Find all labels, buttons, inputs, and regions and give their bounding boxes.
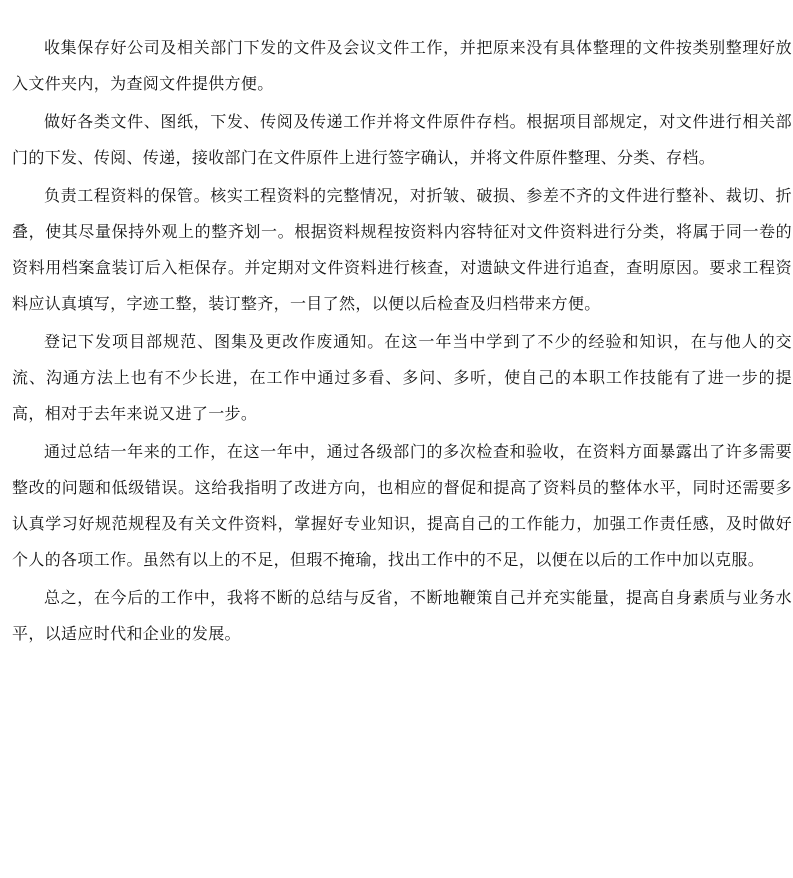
paragraph-archive-custody: 负责工程资料的保管。核实工程资料的完整情况，对折皱、破损、参差不齐的文件进行整补、裁切、折叠，使其尽量保持外观上的整齐划一。根据资料规程按资料内容特征对文件资料进行分类，将属于同一卷的资料用档案盒装订后入柜保存。并定期对文件资料进行核查，对遗缺文件进行追查，查明原因。要求工程资料应认真填写，字迹工整，装订整齐，一目了然，以便以后检查及归档带来方便。 (12, 186, 792, 313)
paragraph-registration-and-learning: 登记下发项目部规范、图集及更改作废通知。在这一年当中学到了不少的经验和知识，在与他人的交流、沟通方法上也有不少长进，在工作中通过多看、多问、多听，使自己的本职工作技能有了进一步的提高，相对于去年来说又进了一步。 (12, 332, 792, 423)
paragraph-file-collection: 收集保存好公司及相关部门下发的文件及会议文件工作，并把原来没有具体整理的文件按类别整理好放入文件夹内，为查阅文件提供方便。 (12, 38, 792, 93)
paragraph-file-distribution: 做好各类文件、图纸，下发、传阅及传递工作并将文件原件存档。根据项目部规定，对文件进行相关部门的下发、传阅、传递，接收部门在文件原件上进行签字确认，并将文件原件整理、分类、存档。 (12, 112, 792, 167)
document-body (12, 30, 792, 652)
paragraph-year-review: 通过总结一年来的工作，在这一年中，通过各级部门的多次检查和验收，在资料方面暴露出了许多需要整改的问题和低级错误。这给我指明了改进方向，也相应的督促和提高了资料员的整体水平，同时还需要多认真学习好规范规程及有关文件资料，掌握好专业知识，提高自己的工作能力，加强工作责任感，及时做好个人的各项工作。虽然有以上的不足，但瑕不掩瑜，找出工作中的不足，以便在以后的工作中加以克服。 (12, 442, 792, 569)
paragraph-conclusion: 总之，在今后的工作中，我将不断的总结与反省，不断地鞭策自己并充实能量，提高自身素质与业务水平，以适应时代和企业的发展。 (12, 588, 792, 643)
